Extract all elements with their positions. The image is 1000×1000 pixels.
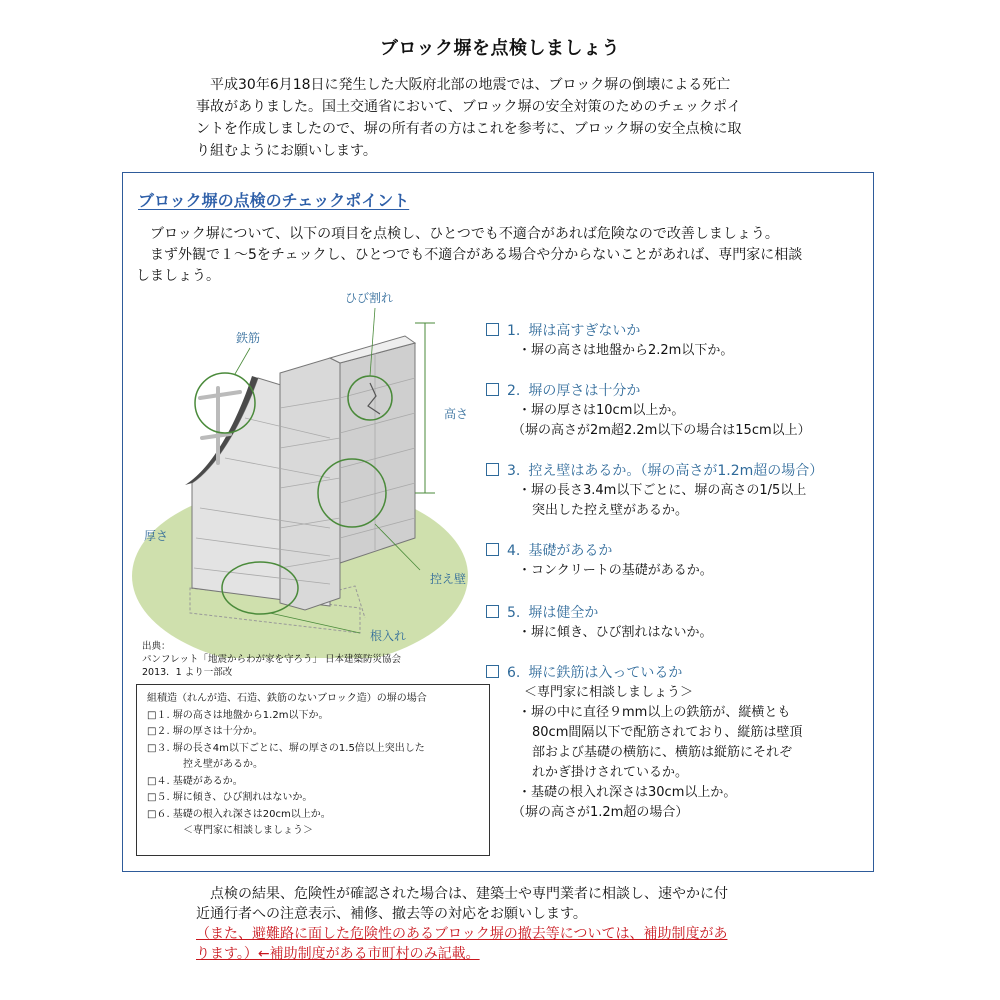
bottom-line: 点検の結果、危険性が確認された場合は、建築士や専門業者に相談し、速やかに付 xyxy=(210,886,728,902)
subsidy-note: ります。）←補助制度がある市町村のみ記載。 xyxy=(196,946,480,962)
subsidy-note: （また、避難路に面した危険性のあるブロック塀の撤去等については、補助制度があ xyxy=(196,926,728,942)
intro-paragraph xyxy=(196,74,796,162)
check-line: ・基礎の根入れ深さは30cm以上か。 xyxy=(518,785,737,800)
source-line: 出典： xyxy=(142,641,171,652)
check-number: 2. xyxy=(507,383,521,399)
rebar-label: 鉄筋 xyxy=(236,331,261,345)
check-line: （塀の高さが1.2m超の場合） xyxy=(512,805,689,820)
buttress xyxy=(280,358,340,610)
check-line: 80cm間隔以下で配筋されており、縦筋は壁頂 xyxy=(532,725,803,740)
embedment-label: 根入れ xyxy=(370,629,407,643)
check-item-2 xyxy=(486,382,876,441)
check-line: ・コンクリートの基礎があるか。 xyxy=(518,563,713,578)
check-item-1 xyxy=(486,322,876,361)
checkbox-icon[interactable] xyxy=(486,383,499,396)
intro-line: 平成30年6月18日に発生した大阪府北部の地震では、ブロック塀の倒壊による死亡 xyxy=(210,77,731,93)
panel-intro-line: ブロック塀について、以下の項目を点検し、ひとつでも不適合があれば危険なので改善しましょう。 xyxy=(150,226,779,242)
panel-intro-line: しましょう。 xyxy=(136,268,220,284)
check-heading: 塀は高すぎないか xyxy=(528,323,641,339)
panel-intro xyxy=(136,224,861,287)
check-number: 1. xyxy=(507,323,521,339)
check-number: 5. xyxy=(507,605,521,621)
check-item-5 xyxy=(486,604,876,643)
masonry-item: ＜専門家に相談しましょう＞ xyxy=(183,825,313,836)
check-line: ・塀の長さ3.4m以下ごとに、塀の高さの1/5以上 xyxy=(518,483,807,498)
intro-line: り組むようにお願いします。 xyxy=(196,143,377,159)
check-heading: 塀に鉄筋は入っているか xyxy=(528,665,683,681)
checkbox-icon[interactable] xyxy=(486,323,499,336)
page-title: ブロック塀を点検しましょう xyxy=(379,38,621,59)
check-line: ・塀の高さは地盤から2.2m以下か。 xyxy=(518,343,734,358)
check-number: 3. xyxy=(507,463,521,479)
height-dimension xyxy=(415,323,435,493)
intro-line: ントを作成しましたので、塀の所有者の方はこれを参考に、ブロック塀の安全点検に取 xyxy=(196,121,742,137)
masonry-item: □２. 塀の厚さは十分か。 xyxy=(147,726,263,737)
check-heading: 塀の厚さは十分か xyxy=(528,383,641,399)
check-line: （塀の高さが2m超2.2m以下の場合は15cm以上） xyxy=(512,423,811,438)
thickness-label: 厚さ xyxy=(144,529,169,543)
checkbox-icon[interactable] xyxy=(486,463,499,476)
check-line: ・塀の厚さは10cm以上か。 xyxy=(518,403,685,418)
masonry-item: □４. 基礎があるか。 xyxy=(147,775,243,787)
check-line: ＜専門家に相談しましょう＞ xyxy=(524,685,694,700)
check-number: 4. xyxy=(507,543,521,559)
masonry-item: 控え壁があるか。 xyxy=(183,759,263,770)
check-heading: 基礎があるか xyxy=(528,543,613,559)
crack-label: ひび割れ xyxy=(345,291,394,305)
block-wall-illustration xyxy=(130,288,480,658)
panel-intro-line: まず外観で１～5をチェックし、ひとつでも不適合がある場合や分からないことがあれば、専門家に相談 xyxy=(150,247,803,263)
check-number: 6. xyxy=(507,665,521,681)
intro-line: 事故がありました。国土交通省において、ブロック塀の安全対策のためのチェックポイ xyxy=(196,99,742,115)
check-line: ・塀の中に直径９mm以上の鉄筋が、縦横とも xyxy=(518,705,791,720)
check-line: れかぎ掛けされているか。 xyxy=(532,765,689,780)
masonry-title: 組積造（れんが造、石造、鉄筋のないブロック造）の塀の場合 xyxy=(147,693,427,704)
height-label: 高さ xyxy=(444,407,469,421)
bottom-line: 近通行者への注意表示、補修、撤去等の対応をお願いします。 xyxy=(196,906,587,922)
checkbox-icon[interactable] xyxy=(486,605,499,618)
check-item-3 xyxy=(486,462,876,521)
source-line: パンフレット「地震からわが家を守ろう」 日本建築防災協会 xyxy=(142,654,402,665)
check-item-4 xyxy=(486,542,876,581)
check-heading: 塀は健全か xyxy=(528,605,599,621)
source-line: 2013．1 より一部改 xyxy=(142,667,233,678)
masonry-item: □１. 塀の高さは地盤から1.2m以下か。 xyxy=(147,709,329,721)
check-heading: 控え壁はあるか。（塀の高さが1.2m超の場合） xyxy=(528,463,824,479)
check-line: ・塀に傾き、ひび割れはないか。 xyxy=(518,625,713,640)
masonry-item: □３. 塀の長さ4m以下ごとに、塀の厚さの1.5倍以上突出した xyxy=(147,742,425,754)
masonry-item: □５. 塀に傾き、ひび割れはないか。 xyxy=(147,792,313,803)
check-line: 突出した控え壁があるか。 xyxy=(532,503,689,518)
masonry-box xyxy=(136,684,490,856)
bottom-note xyxy=(196,884,836,964)
masonry-item: □６. 基礎の根入れ深さは20cm以上か。 xyxy=(147,808,331,820)
source-note xyxy=(142,640,482,679)
check-item-6 xyxy=(486,664,876,823)
check-line: 部および基礎の横筋に、横筋は縦筋にそれぞ xyxy=(532,745,793,760)
checkbox-icon[interactable] xyxy=(486,543,499,556)
panel-title: ブロック塀の点検のチェックポイント xyxy=(138,191,410,210)
buttress-label: 控え壁 xyxy=(430,572,467,586)
checkbox-icon[interactable] xyxy=(486,665,499,678)
